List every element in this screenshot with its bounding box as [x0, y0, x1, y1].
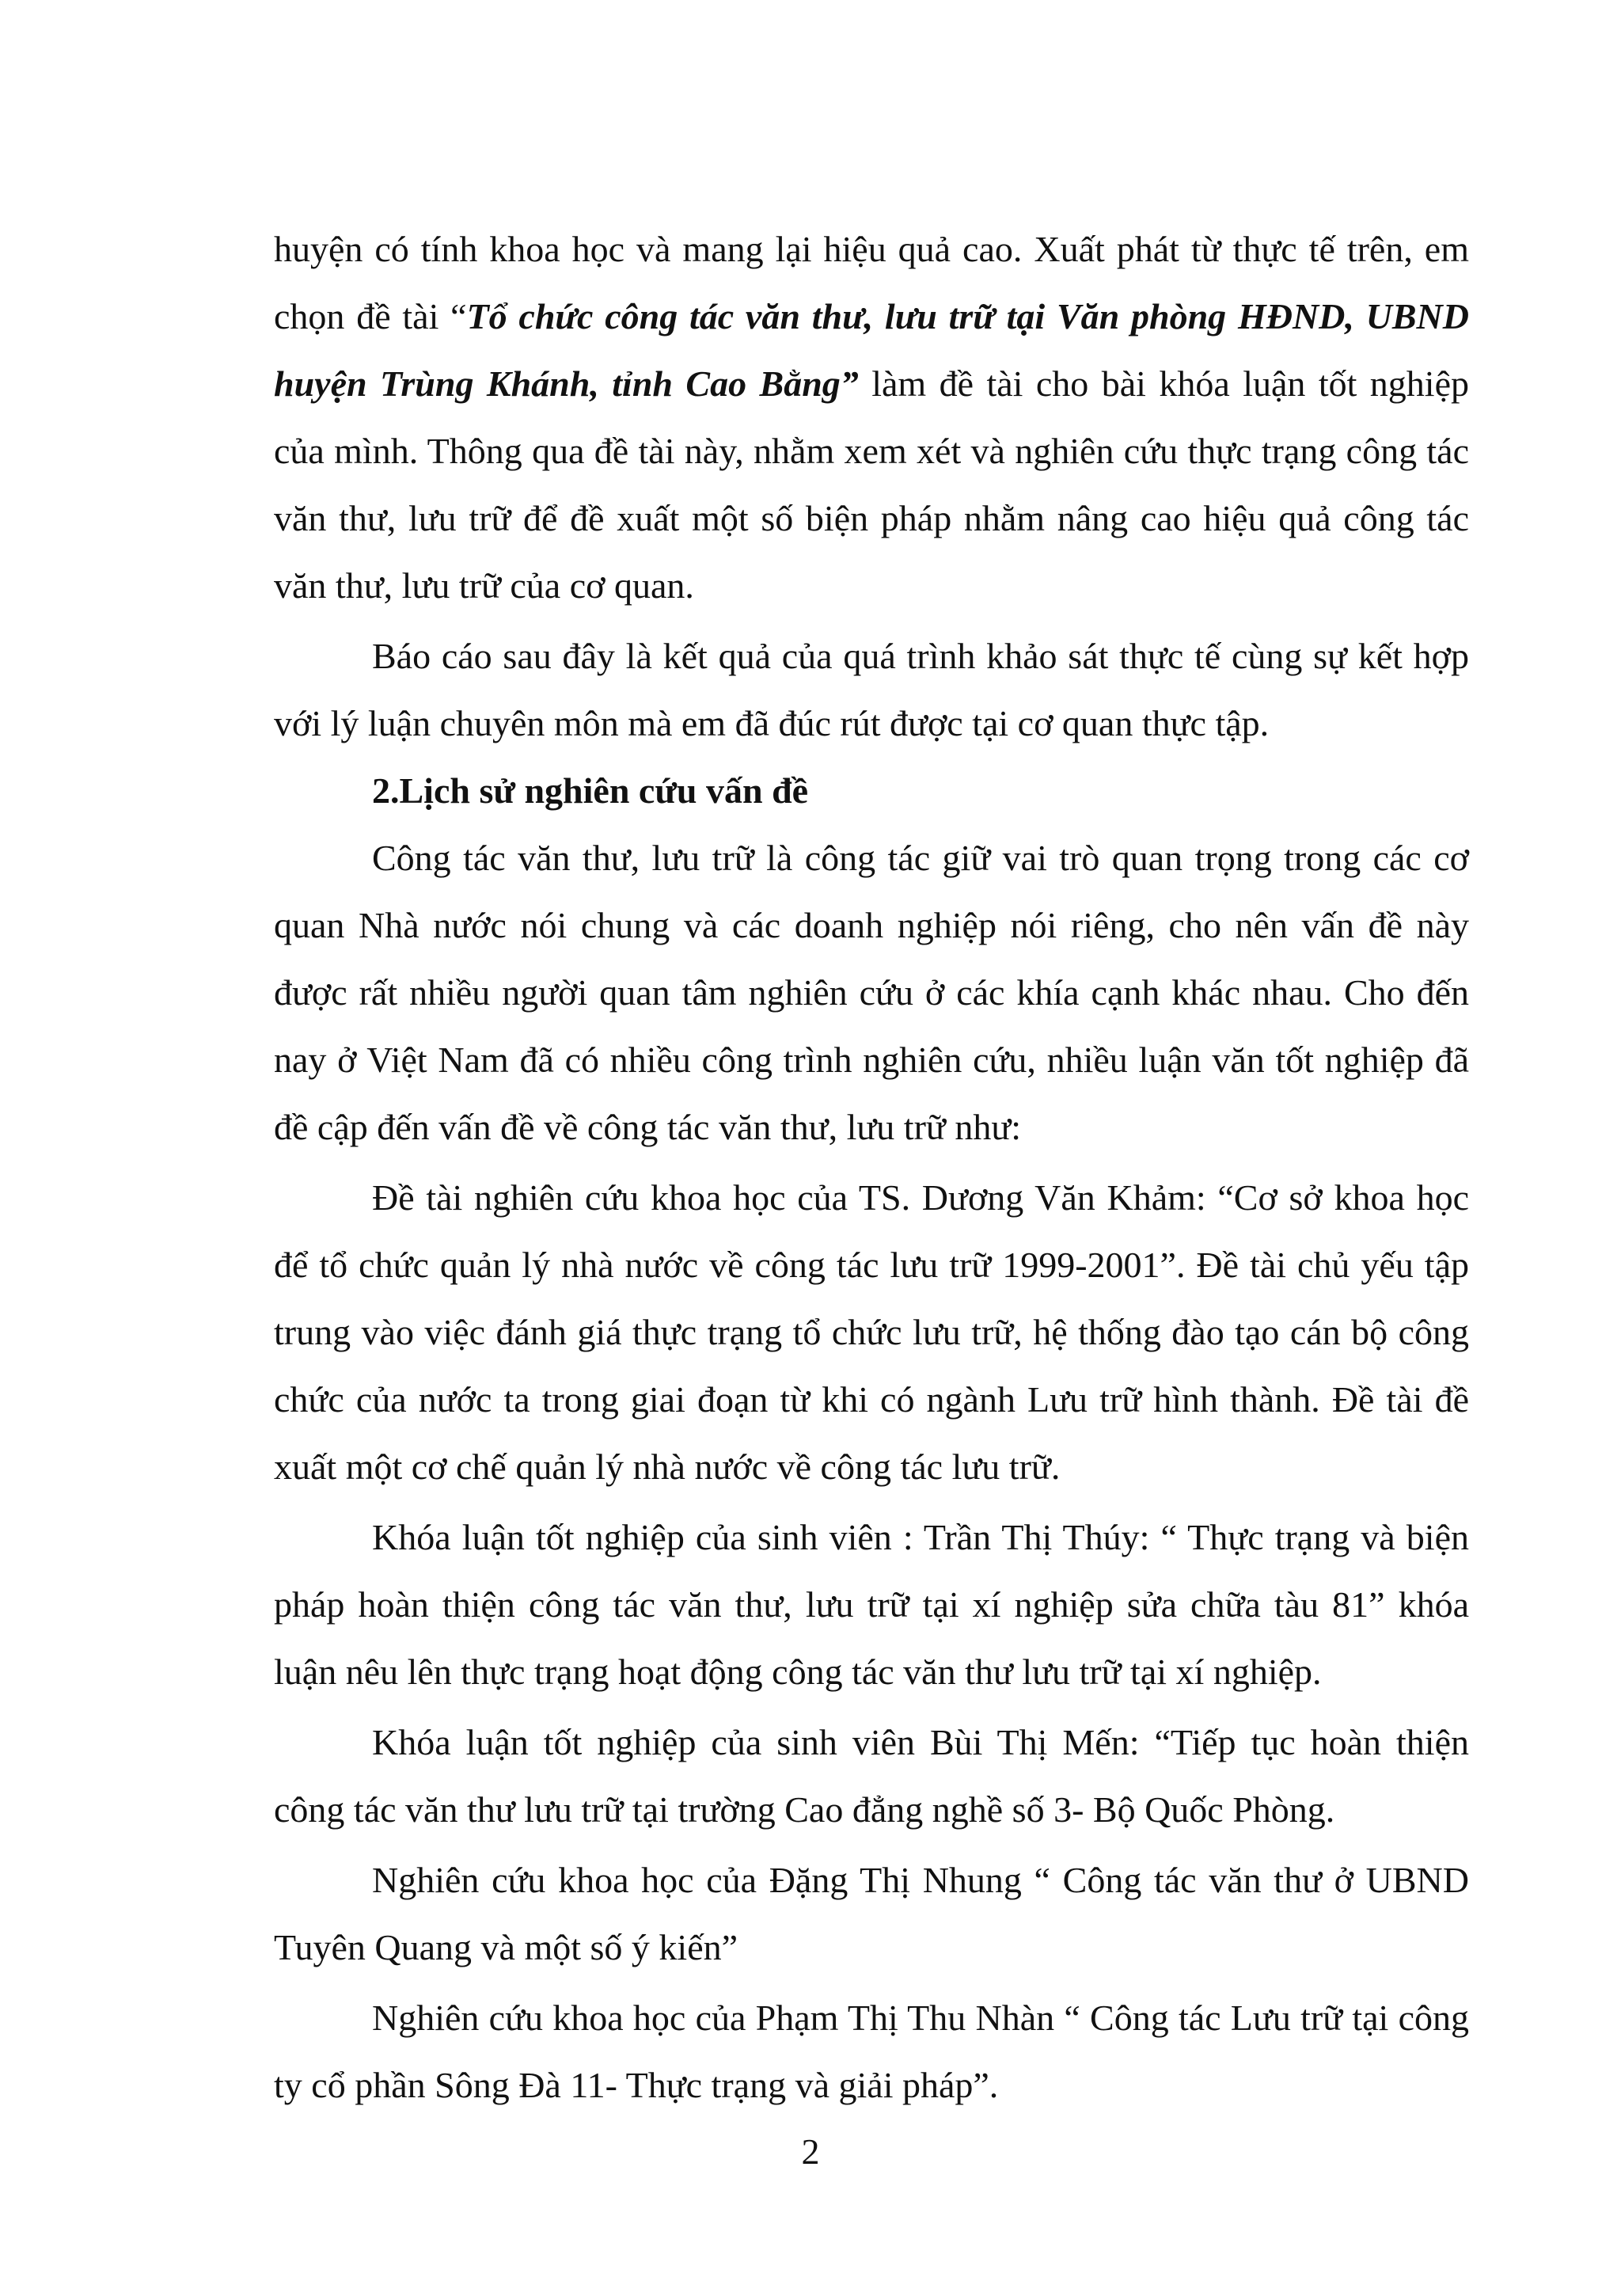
section-heading: 2.Lịch sử nghiên cứu vấn đề: [372, 770, 809, 811]
paragraph-research-item-4: Nghiên cứu khoa học của Đặng Thị Nhung “ Công tác văn thư ở UBND Tuyên Quang và một số ý kiến”: [274, 1860, 1469, 1967]
page-number: 2: [801, 2131, 820, 2172]
paragraph-intro-text-a: huyện có tính khoa học và mang lại hiệu quả cao. Xuất phát từ thực tế trên, em chọn đề tài “: [274, 229, 1469, 336]
paragraph-research-item-3: Khóa luận tốt nghiệp của sinh viên Bùi Thị Mến: “Tiếp tục hoàn thiện công tác văn thư lưu trữ tại trường Cao đẳng nghề số 3- Bộ Quốc Phòng.: [274, 1722, 1469, 1830]
paragraph-research-item-2: Khóa luận tốt nghiệp của sinh viên : Trần Thị Thúy: “ Thực trạng và biện pháp hoàn thiện công tác văn thư, lưu trữ tại xí nghiệp sửa chữa tàu 81” khóa luận nêu lên thực trạng hoạt động công tác văn thư lưu trữ tại xí nghiệp.: [274, 1517, 1469, 1692]
paragraph-research-item-5: Nghiên cứu khoa học của Phạm Thị Thu Nhàn “ Công tác Lưu trữ tại công ty cổ phần Sông Đà 11- Thực trạng và giải pháp”.: [274, 1998, 1469, 2105]
thesis-title: Tổ chức công tác văn thư, lưu trữ tại Văn phòng HĐND, UBND huyện Trùng Khánh, tỉnh Cao Bằng”: [274, 296, 1469, 404]
body-text: [274, 215, 1469, 2119]
paragraph-research-item-1: Đề tài nghiên cứu khoa học của TS. Dương Văn Khảm: “Cơ sở khoa học để tổ chức quản lý nhà nước về công tác lưu trữ 1999-2001”. Đề tài chủ yếu tập trung vào việc đánh giá thực trạng tổ chức lưu trữ, hệ thống đào tạo cán bộ công chức của nước ta trong giai đoạn từ khi có ngành Lưu trữ hình thành. Đề tài đề xuất một cơ chế quản lý nhà nước về công tác lưu trữ.: [274, 1177, 1469, 1487]
paragraph-intro-text-b: làm đề tài cho bài khóa luận tốt nghiệp của mình. Thông qua đề tài này, nhằm xem xét và nghiên cứu thực trạng công tác văn thư, lưu trữ để đề xuất một số biện pháp nhằm nâng cao hiệu quả công tác văn thư, lưu trữ của cơ quan.: [274, 363, 1470, 606]
paragraph-intro-continuation: [274, 215, 1469, 619]
paragraph-research-overview: Công tác văn thư, lưu trữ là công tác giữ vai trò quan trọng trong các cơ quan Nhà nước nói chung và các doanh nghiệp nói riêng, cho nên vấn đề này được rất nhiều người quan tâm nghiên cứu ở các khía cạnh khác nhau. Cho đến nay ở Việt Nam đã có nhiều công trình nghiên cứu, nhiều luận văn tốt nghiệp đã đề cập đến vấn đề về công tác văn thư, lưu trữ như:: [274, 838, 1469, 1147]
paragraph-report-summary: Báo cáo sau đây là kết quả của quá trình khảo sát thực tế cùng sự kết hợp với lý luận chuyên môn mà em đã đúc rút được tại cơ quan thực tập.: [274, 636, 1469, 743]
